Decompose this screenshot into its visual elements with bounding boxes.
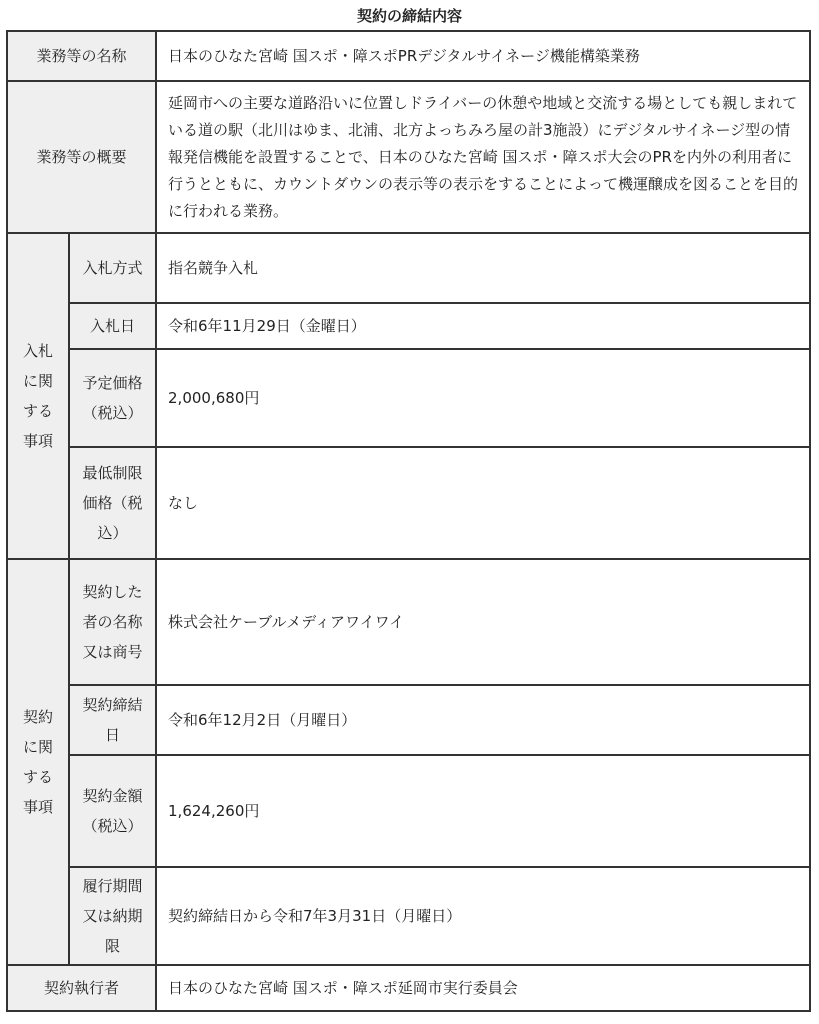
contract-amount-value: 1,624,260円	[156, 755, 810, 867]
bid-group-label	[7, 233, 69, 559]
table-row-bid-date	[7, 303, 810, 349]
contract-date-label	[69, 685, 156, 755]
table-row-service-summary	[7, 81, 810, 233]
table-row-period	[7, 867, 810, 965]
contractor-label-text: 契約した者の名称又は商号	[82, 583, 143, 661]
table-row-contractor	[7, 559, 810, 685]
contractor-label	[69, 559, 156, 685]
contract-group-label	[7, 559, 69, 965]
table-row-planned-price	[7, 349, 810, 447]
contract-amount-label-text: 契約金額（税込）	[82, 787, 143, 835]
bid-date-label-text: 入札日	[89, 317, 135, 335]
service-name-label: 業務等の名称	[7, 31, 156, 81]
planned-price-label	[69, 349, 156, 447]
contract-details-table	[6, 30, 811, 1012]
contract-date-value: 令和6年12月2日（月曜日）	[156, 685, 810, 755]
page-title: 契約の締結内容	[356, 7, 462, 25]
contract-group-label-text: 契約に関する事項	[22, 708, 53, 816]
table-row-min-price	[7, 447, 810, 559]
period-label-text: 履行期間又は納期限	[82, 877, 143, 955]
table-row-service-name	[7, 31, 810, 81]
executor-label: 契約執行者	[7, 965, 156, 1011]
contractor-value: 株式会社ケーブルメディアワイワイ	[156, 559, 810, 685]
min-price-label	[69, 447, 156, 559]
min-price-value: なし	[156, 447, 810, 559]
period-value: 契約締結日から令和7年3月31日（月曜日）	[156, 867, 810, 965]
contract-amount-label	[69, 755, 156, 867]
table-row-contract-date	[7, 685, 810, 755]
planned-price-label-text: 予定価格（税込）	[82, 374, 143, 422]
bid-date-label	[69, 303, 156, 349]
contract-date-label-text: 契約締結日	[82, 696, 143, 744]
period-label	[69, 867, 156, 965]
table-row-contract-amount	[7, 755, 810, 867]
executor-value: 日本のひなた宮崎 国スポ・障スポ延岡市実行委員会	[156, 965, 810, 1011]
planned-price-value: 2,000,680円	[156, 349, 810, 447]
service-summary-value: 延岡市への主要な道路沿いに位置しドライバーの休憩や地域と交流する場としても親しまれている道の駅（北川はゆま、北浦、北方よっちみろ屋の計3施設）にデジタルサイネージ型の情報発信機能を設置することで、日本のひなた宮崎 国スポ・障スポ大会のPRを内外の利用者に行うとともに、カウントダウンの表示等の表示をすることによって機運醸成を図ることを目的に行われる業務。	[156, 81, 810, 233]
service-name-value: 日本のひなた宮崎 国スポ・障スポPRデジタルサイネージ機能構築業務	[156, 31, 810, 81]
table-row-executor	[7, 965, 810, 1011]
bid-method-label-text: 入札方式	[82, 259, 143, 277]
bid-method-value: 指名競争入札	[156, 233, 810, 303]
table-row-bid-method	[7, 233, 810, 303]
bid-method-label	[69, 233, 156, 303]
bid-date-value: 令和6年11月29日（金曜日）	[156, 303, 810, 349]
min-price-label-text: 最低制限価格（税込）	[82, 464, 143, 542]
bid-group-label-text: 入札に関する事項	[22, 342, 53, 450]
service-summary-label: 業務等の概要	[7, 81, 156, 233]
